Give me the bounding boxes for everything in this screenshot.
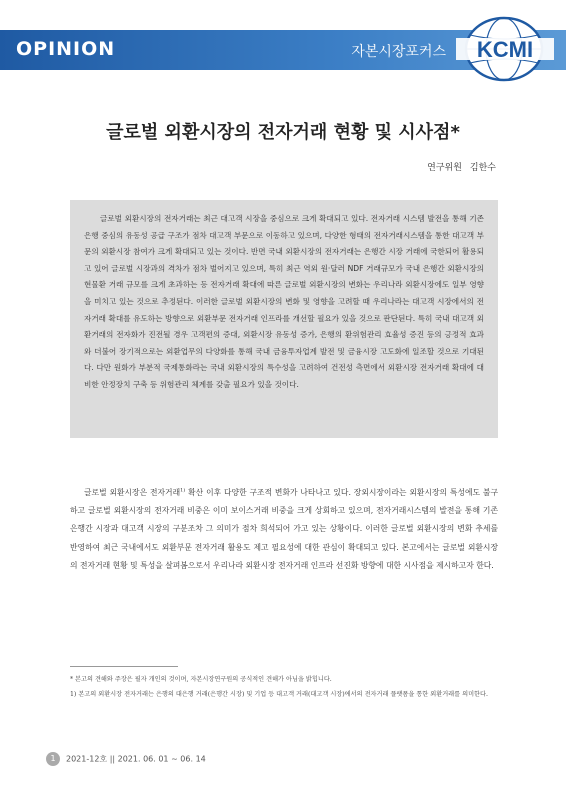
section-title: 자본시장포커스 <box>351 44 446 60</box>
page-number: 1 <box>46 752 60 766</box>
footnote-1: 1) 본고의 외환시장 전자거래는 은행의 대은행 거래(은행간 시장) 및 기업 등 대고객 거래(대고객 시장)에서의 전자거래 플랫폼을 통한 외환거래를 의미한다. <box>70 691 488 698</box>
footnote-disclaimer: * 본고의 견해와 주장은 필자 개인의 것이며, 자본시장연구원의 공식적인 견해가 아님을 밝힙니다. <box>70 676 332 683</box>
abstract-box <box>70 200 498 438</box>
footnote-divider <box>70 666 178 667</box>
author-name: 김한수 <box>469 163 496 173</box>
publication-info: 2021-12호 || 2021. 06. 01 ~ 06. 14 <box>66 754 206 764</box>
kcmi-logo <box>456 16 554 82</box>
footnotes <box>70 674 498 704</box>
abstract-text: 글로벌 외환시장의 전자거래는 최근 대고객 시장을 중심으로 크게 확대되고 있다. 전자거래 시스템 발전을 통해 기존 은행 중심의 유동성 공급 구조가 점차 대고객 부문으로 이동하고 있으며, 다양한 형태의 전자거래시스템을 통한 대고객 부문의 외환시장 참여가 크게 확대되고 있는 것이다. 반면 국내 외환시장의 전자거래는 은행간 시장 거래에 국한되어 활용되고 있어 글로벌 시장과의 격차가 점차 벌어지고 있으며, 특히 최근 역외 원·달러 NDF 거래규모가 국내 은행간 외환시장의 현물환 거래 규모를 크게 초과하는 등 전자거래 확대에 따른 글로벌 외환시장의 변화는 우리나라 외환시장에도 일부 영향을 미치고 있는 것으로 추정된다. 이러한 글로벌 외환시장의 변화 및 영향을 고려할 때 우리나라는 대고객 시장에서의 전자거래 확대를 유도하는 방향으로 외환부문 전자거래 인프라를 개선할 필요가 있을 것으로 판단된다. 특히 국내 대고객 외환거래의 전자화가 진전될 경우 고객편의 증대, 외환시장 유동성 증가, 은행의 환위험관리 효율성 증진 등의 긍정적 효과와 더불어 장기적으로는 외환업무의 다양화를 통해 국내 금융투자업계 발전 및 금융시장 고도화에 일조할 것으로 기대된다. 다만 원화가 부분적 국제통화라는 국내 외환시장의 특수성을 고려하여 건전성 측면에서 외환시장 전자거래 확대에 대비한 안정장치 구축 등 위험관리 체계를 갖출 필요가 있을 것이다. <box>84 214 484 389</box>
footnote-ref[interactable]: 1) <box>180 487 186 494</box>
body-rest: 확산 이후 다양한 구조적 변화가 나타나고 있다. 장외시장이라는 외환시장의 특성에도 불구하고 글로벌 외환시장의 전자거래 비중은 이미 보이스거래 비중을 크게 상회하고 있으며, 전자거래시스템의 발전을 통해 기존 은행간 시장과 대고객 시장의 구분조차 그 의미가 점차 희석되어 가고 있는 상황이다. 이러한 글로벌 외환시장의 변화 추세를 반영하여 최근 국내에서도 외환부문 전자거래 활용도 제고 필요성에 대한 관심이 확대되고 있다. 본고에서는 글로벌 외환시장의 전자거래 현황 및 특성을 살펴봄으로서 우리나라 외환시장 전자거래 인프라 선진화 방향에 대한 시사점을 제시하고자 한다. <box>70 488 498 570</box>
page-footer <box>46 752 206 768</box>
author-line <box>427 160 496 173</box>
body-lead: 글로벌 외환시장은 전자거래 <box>84 488 181 497</box>
body-text <box>70 484 498 575</box>
logo-text: KCMI <box>476 37 534 62</box>
body-paragraph <box>70 484 498 575</box>
opinion-tag: OPINION <box>16 38 116 60</box>
author-role: 연구위원 <box>427 163 462 173</box>
article-title: 글로벌 외환시장의 전자거래 현황 및 시사점* <box>106 122 460 143</box>
